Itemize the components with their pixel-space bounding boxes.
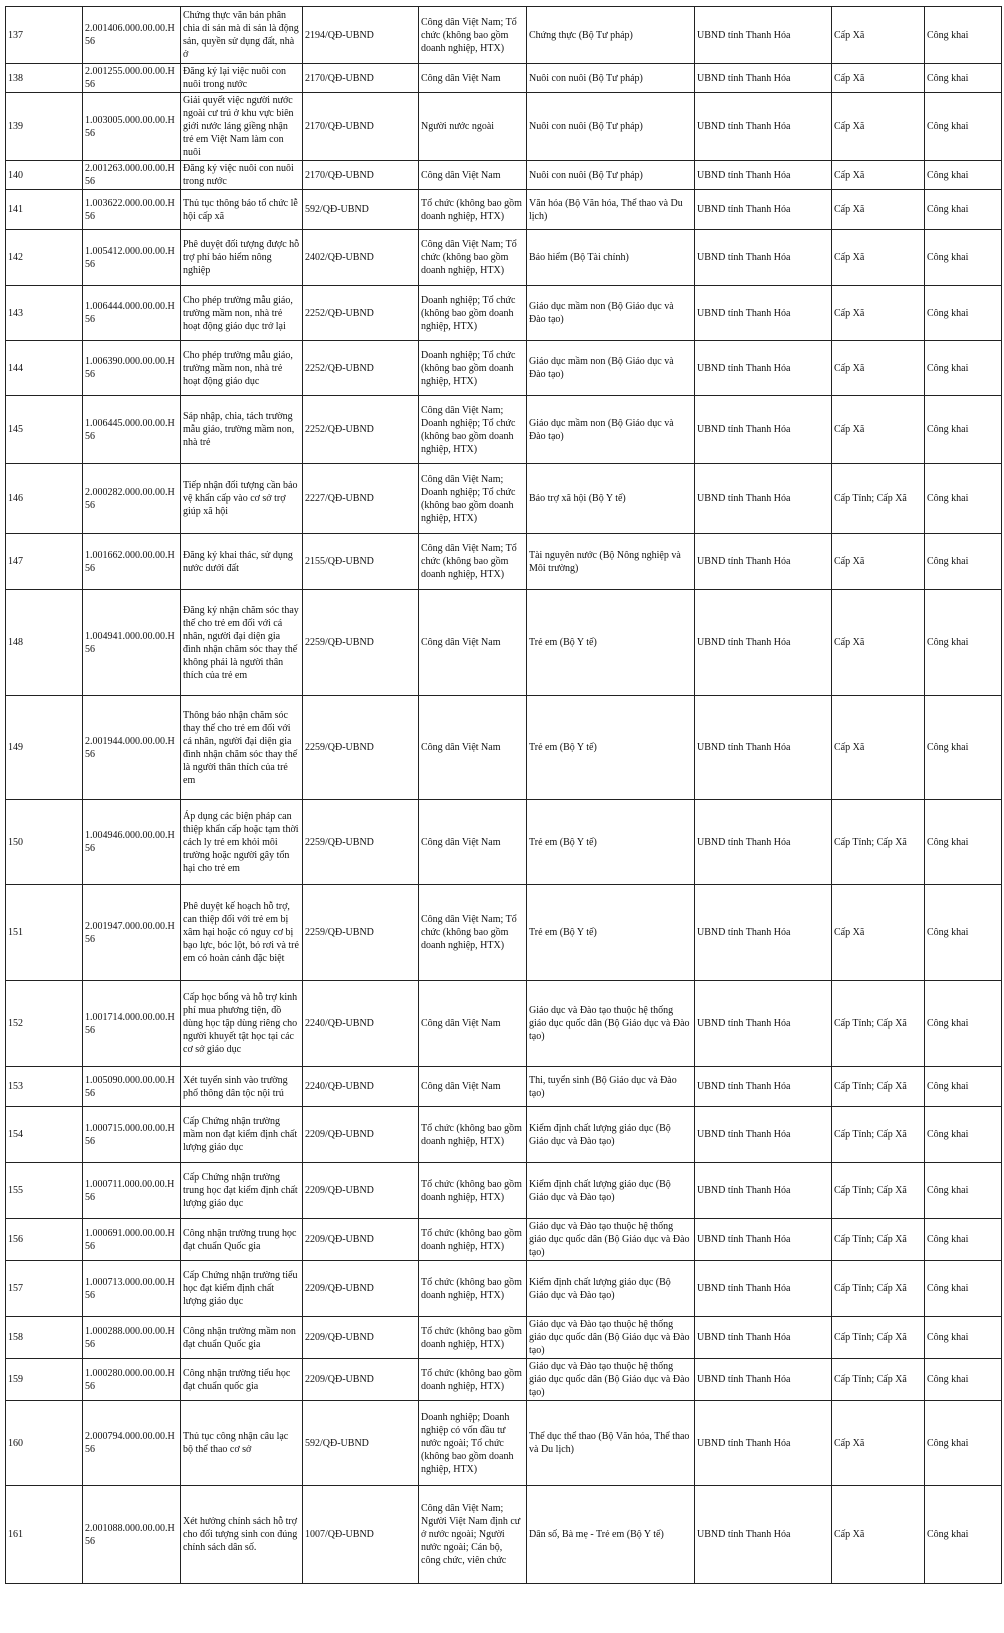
cell-procedure-name: Thủ tục thông báo tổ chức lễ hội cấp xã [181, 190, 303, 230]
cell-field: Nuôi con nuôi (Bộ Tư pháp) [527, 161, 695, 190]
cell-level: Cấp Tỉnh; Cấp Xã [832, 1359, 925, 1401]
cell-decision-number: 2259/QĐ-UBND [303, 696, 419, 800]
cell-agency: UBND tỉnh Thanh Hóa [695, 1107, 832, 1163]
cell-procedure-name: Đăng ký nhận chăm sóc thay thế cho trẻ em đối với cá nhân, người đại diện gia đình nhận chăm sóc thay thế không phải là người thân thích của trẻ em [181, 590, 303, 696]
cell-subject: Công dân Việt Nam [419, 161, 527, 190]
table-row [6, 230, 1002, 286]
cell-decision-number: 2252/QĐ-UBND [303, 341, 419, 396]
cell-subject: Công dân Việt Nam; Người Việt Nam định cư ở nước ngoài; Người nước ngoài; Cán bộ, công chức, viên chức [419, 1486, 527, 1584]
cell-procedure-name: Xét hưởng chính sách hỗ trợ cho đối tượng sinh con đúng chính sách dân số. [181, 1486, 303, 1584]
cell-decision-number: 2170/QĐ-UBND [303, 64, 419, 93]
cell-field: Kiểm định chất lượng giáo dục (Bộ Giáo dục và Đào tạo) [527, 1261, 695, 1317]
table-row [6, 885, 1002, 981]
cell-level: Cấp Xã [832, 190, 925, 230]
cell-field: Thi, tuyển sinh (Bộ Giáo dục và Đào tạo) [527, 1067, 695, 1107]
table-row [6, 396, 1002, 464]
cell-procedure-code: 2.000794.000.00.00.H56 [83, 1401, 181, 1486]
table-row [6, 7, 1002, 64]
cell-procedure-name: Cấp Chứng nhận trường mầm non đạt kiểm định chất lượng giáo dục [181, 1107, 303, 1163]
cell-procedure-code: 1.000711.000.00.00.H56 [83, 1163, 181, 1219]
cell-agency: UBND tỉnh Thanh Hóa [695, 190, 832, 230]
cell-status: Công khai [925, 1317, 1002, 1359]
cell-field: Giáo dục mầm non (Bộ Giáo dục và Đào tạo) [527, 341, 695, 396]
cell-procedure-code: 2.001406.000.00.00.H56 [83, 7, 181, 64]
cell-subject: Công dân Việt Nam; Tổ chức (không bao gồm doanh nghiệp, HTX) [419, 230, 527, 286]
cell-status: Công khai [925, 230, 1002, 286]
table-row [6, 1261, 1002, 1317]
cell-status: Công khai [925, 190, 1002, 230]
cell-field: Tài nguyên nước (Bộ Nông nghiệp và Môi trường) [527, 534, 695, 590]
cell-decision-number: 2402/QĐ-UBND [303, 230, 419, 286]
cell-procedure-name: Đăng ký lại việc nuôi con nuôi trong nước [181, 64, 303, 93]
cell-procedure-code: 1.006390.000.00.00.H56 [83, 341, 181, 396]
cell-agency: UBND tỉnh Thanh Hóa [695, 534, 832, 590]
cell-stt: 149 [6, 696, 83, 800]
cell-procedure-code: 2.001088.000.00.00.H56 [83, 1486, 181, 1584]
cell-procedure-name: Phê duyệt đối tượng được hỗ trợ phí bảo hiểm nông nghiệp [181, 230, 303, 286]
cell-agency: UBND tỉnh Thanh Hóa [695, 1261, 832, 1317]
cell-procedure-name: Thông báo nhận chăm sóc thay thế cho trẻ em đối với cá nhân, người đại diện gia đình nhận chăm sóc thay thế là người thân thích của trẻ em [181, 696, 303, 800]
cell-agency: UBND tỉnh Thanh Hóa [695, 696, 832, 800]
table-row [6, 93, 1002, 161]
cell-agency: UBND tỉnh Thanh Hóa [695, 1359, 832, 1401]
table-row [6, 590, 1002, 696]
cell-stt: 160 [6, 1401, 83, 1486]
cell-stt: 139 [6, 93, 83, 161]
cell-decision-number: 2209/QĐ-UBND [303, 1261, 419, 1317]
cell-field: Thể dục thể thao (Bộ Văn hóa, Thể thao và Du lịch) [527, 1401, 695, 1486]
cell-level: Cấp Xã [832, 885, 925, 981]
cell-status: Công khai [925, 1401, 1002, 1486]
cell-procedure-name: Giải quyết việc người nước ngoài cư trú ở khu vực biên giới nước láng giềng nhận trẻ em Việt Nam làm con nuôi [181, 93, 303, 161]
cell-procedure-code: 1.001714.000.00.00.H56 [83, 981, 181, 1067]
cell-agency: UBND tỉnh Thanh Hóa [695, 981, 832, 1067]
cell-subject: Người nước ngoài [419, 93, 527, 161]
cell-procedure-code: 1.000288.000.00.00.H56 [83, 1317, 181, 1359]
cell-decision-number: 2227/QĐ-UBND [303, 464, 419, 534]
cell-status: Công khai [925, 981, 1002, 1067]
cell-agency: UBND tỉnh Thanh Hóa [695, 161, 832, 190]
table-row [6, 341, 1002, 396]
cell-procedure-code: 1.000280.000.00.00.H56 [83, 1359, 181, 1401]
cell-subject: Công dân Việt Nam; Tổ chức (không bao gồm doanh nghiệp, HTX) [419, 885, 527, 981]
cell-procedure-code: 2.000282.000.00.00.H56 [83, 464, 181, 534]
cell-subject: Doanh nghiệp; Tổ chức (không bao gồm doanh nghiệp, HTX) [419, 286, 527, 341]
cell-stt: 157 [6, 1261, 83, 1317]
cell-procedure-name: Áp dụng các biện pháp can thiệp khẩn cấp hoặc tạm thời cách ly trẻ em khỏi môi trường hoặc người gây tổn hại cho trẻ em [181, 800, 303, 885]
cell-procedure-code: 2.001944.000.00.00.H56 [83, 696, 181, 800]
cell-subject: Công dân Việt Nam; Doanh nghiệp; Tổ chức (không bao gồm doanh nghiệp, HTX) [419, 396, 527, 464]
cell-procedure-name: Đăng ký việc nuôi con nuôi trong nước [181, 161, 303, 190]
cell-field: Trẻ em (Bộ Y tế) [527, 696, 695, 800]
cell-procedure-name: Cấp học bổng và hỗ trợ kinh phí mua phương tiện, đồ dùng học tập dùng riêng cho người khuyết tật học tại các cơ sở giáo dục [181, 981, 303, 1067]
cell-field: Chứng thực (Bộ Tư pháp) [527, 7, 695, 64]
cell-stt: 156 [6, 1219, 83, 1261]
cell-agency: UBND tỉnh Thanh Hóa [695, 800, 832, 885]
table-row [6, 981, 1002, 1067]
cell-decision-number: 2240/QĐ-UBND [303, 1067, 419, 1107]
cell-level: Cấp Tỉnh; Cấp Xã [832, 1163, 925, 1219]
cell-stt: 145 [6, 396, 83, 464]
cell-procedure-code: 1.000691.000.00.00.H56 [83, 1219, 181, 1261]
cell-agency: UBND tỉnh Thanh Hóa [695, 590, 832, 696]
cell-level: Cấp Xã [832, 590, 925, 696]
cell-subject: Công dân Việt Nam [419, 1067, 527, 1107]
cell-agency: UBND tỉnh Thanh Hóa [695, 1486, 832, 1584]
cell-decision-number: 2259/QĐ-UBND [303, 590, 419, 696]
table-row [6, 190, 1002, 230]
cell-procedure-name: Sáp nhập, chia, tách trường mẫu giáo, trường mầm non, nhà trẻ [181, 396, 303, 464]
cell-stt: 140 [6, 161, 83, 190]
cell-subject: Công dân Việt Nam [419, 696, 527, 800]
cell-field: Trẻ em (Bộ Y tế) [527, 885, 695, 981]
cell-subject: Tổ chức (không bao gồm doanh nghiệp, HTX) [419, 1359, 527, 1401]
cell-stt: 143 [6, 286, 83, 341]
cell-status: Công khai [925, 64, 1002, 93]
cell-procedure-code: 1.006445.000.00.00.H56 [83, 396, 181, 464]
table-row [6, 1401, 1002, 1486]
table-row [6, 1067, 1002, 1107]
cell-status: Công khai [925, 161, 1002, 190]
cell-stt: 161 [6, 1486, 83, 1584]
table-row [6, 464, 1002, 534]
cell-decision-number: 2252/QĐ-UBND [303, 396, 419, 464]
cell-procedure-code: 1.006444.000.00.00.H56 [83, 286, 181, 341]
cell-status: Công khai [925, 1359, 1002, 1401]
cell-procedure-name: Thủ tục công nhận câu lạc bộ thể thao cơ sở [181, 1401, 303, 1486]
cell-procedure-code: 1.004941.000.00.00.H56 [83, 590, 181, 696]
table-row [6, 1486, 1002, 1584]
table-row [6, 534, 1002, 590]
cell-decision-number: 2155/QĐ-UBND [303, 534, 419, 590]
cell-stt: 153 [6, 1067, 83, 1107]
cell-status: Công khai [925, 534, 1002, 590]
cell-field: Giáo dục và Đào tạo thuộc hệ thống giáo dục quốc dân (Bộ Giáo dục và Đào tạo) [527, 1219, 695, 1261]
cell-field: Giáo dục và Đào tạo thuộc hệ thống giáo dục quốc dân (Bộ Giáo dục và Đào tạo) [527, 1317, 695, 1359]
cell-field: Giáo dục mầm non (Bộ Giáo dục và Đào tạo) [527, 396, 695, 464]
cell-status: Công khai [925, 464, 1002, 534]
cell-status: Công khai [925, 800, 1002, 885]
cell-level: Cấp Tỉnh; Cấp Xã [832, 1317, 925, 1359]
cell-agency: UBND tỉnh Thanh Hóa [695, 341, 832, 396]
cell-agency: UBND tỉnh Thanh Hóa [695, 464, 832, 534]
cell-field: Giáo dục mầm non (Bộ Giáo dục và Đào tạo) [527, 286, 695, 341]
cell-level: Cấp Xã [832, 230, 925, 286]
table-row [6, 64, 1002, 93]
cell-subject: Công dân Việt Nam; Tổ chức (không bao gồm doanh nghiệp, HTX) [419, 7, 527, 64]
cell-decision-number: 592/QĐ-UBND [303, 1401, 419, 1486]
table-row [6, 1317, 1002, 1359]
cell-agency: UBND tỉnh Thanh Hóa [695, 1317, 832, 1359]
cell-field: Kiểm định chất lượng giáo dục (Bộ Giáo dục và Đào tạo) [527, 1107, 695, 1163]
cell-level: Cấp Xã [832, 534, 925, 590]
cell-field: Bảo hiểm (Bộ Tài chính) [527, 230, 695, 286]
cell-subject: Công dân Việt Nam [419, 800, 527, 885]
cell-field: Giáo dục và Đào tạo thuộc hệ thống giáo dục quốc dân (Bộ Giáo dục và Đào tạo) [527, 1359, 695, 1401]
cell-procedure-name: Cấp Chứng nhận trường tiểu học đạt kiểm định chất lượng giáo dục [181, 1261, 303, 1317]
cell-level: Cấp Tỉnh; Cấp Xã [832, 464, 925, 534]
cell-field: Văn hóa (Bộ Văn hóa, Thể thao và Du lịch) [527, 190, 695, 230]
cell-decision-number: 2209/QĐ-UBND [303, 1359, 419, 1401]
cell-procedure-code: 1.000713.000.00.00.H56 [83, 1261, 181, 1317]
cell-level: Cấp Xã [832, 93, 925, 161]
cell-subject: Tổ chức (không bao gồm doanh nghiệp, HTX) [419, 1107, 527, 1163]
cell-stt: 159 [6, 1359, 83, 1401]
cell-agency: UBND tỉnh Thanh Hóa [695, 230, 832, 286]
cell-subject: Công dân Việt Nam [419, 590, 527, 696]
cell-procedure-code: 1.001662.000.00.00.H56 [83, 534, 181, 590]
table-row [6, 696, 1002, 800]
cell-field: Dân số, Bà mẹ - Trẻ em (Bộ Y tế) [527, 1486, 695, 1584]
cell-status: Công khai [925, 1163, 1002, 1219]
cell-stt: 144 [6, 341, 83, 396]
cell-stt: 152 [6, 981, 83, 1067]
cell-agency: UBND tỉnh Thanh Hóa [695, 7, 832, 64]
cell-status: Công khai [925, 696, 1002, 800]
cell-subject: Công dân Việt Nam [419, 64, 527, 93]
cell-field: Kiểm định chất lượng giáo dục (Bộ Giáo dục và Đào tạo) [527, 1163, 695, 1219]
cell-stt: 146 [6, 464, 83, 534]
cell-status: Công khai [925, 1107, 1002, 1163]
cell-agency: UBND tỉnh Thanh Hóa [695, 885, 832, 981]
cell-procedure-code: 1.003622.000.00.00.H56 [83, 190, 181, 230]
cell-agency: UBND tỉnh Thanh Hóa [695, 1219, 832, 1261]
cell-procedure-code: 1.005090.000.00.00.H56 [83, 1067, 181, 1107]
table-row [6, 1163, 1002, 1219]
cell-level: Cấp Xã [832, 341, 925, 396]
cell-status: Công khai [925, 1261, 1002, 1317]
cell-procedure-name: Đăng ký khai thác, sử dụng nước dưới đất [181, 534, 303, 590]
cell-procedure-name: Công nhận trường trung học đạt chuẩn Quốc gia [181, 1219, 303, 1261]
table-row [6, 800, 1002, 885]
cell-status: Công khai [925, 286, 1002, 341]
cell-level: Cấp Xã [832, 396, 925, 464]
cell-level: Cấp Xã [832, 286, 925, 341]
cell-level: Cấp Tỉnh; Cấp Xã [832, 800, 925, 885]
cell-field: Bảo trợ xã hội (Bộ Y tế) [527, 464, 695, 534]
procedures-table [5, 6, 1002, 1584]
cell-procedure-name: Tiếp nhận đối tượng cần bảo vệ khẩn cấp vào cơ sở trợ giúp xã hội [181, 464, 303, 534]
cell-procedure-name: Xét tuyển sinh vào trường phổ thông dân tộc nội trú [181, 1067, 303, 1107]
procedures-table-body [6, 7, 1002, 1584]
cell-level: Cấp Tỉnh; Cấp Xã [832, 1219, 925, 1261]
cell-level: Cấp Tỉnh; Cấp Xã [832, 1067, 925, 1107]
cell-stt: 154 [6, 1107, 83, 1163]
cell-field: Nuôi con nuôi (Bộ Tư pháp) [527, 93, 695, 161]
cell-agency: UBND tỉnh Thanh Hóa [695, 64, 832, 93]
table-row [6, 161, 1002, 190]
cell-subject: Doanh nghiệp; Tổ chức (không bao gồm doanh nghiệp, HTX) [419, 341, 527, 396]
cell-status: Công khai [925, 93, 1002, 161]
cell-agency: UBND tỉnh Thanh Hóa [695, 286, 832, 341]
cell-procedure-code: 2.001255.000.00.00.H56 [83, 64, 181, 93]
cell-subject: Công dân Việt Nam; Doanh nghiệp; Tổ chức (không bao gồm doanh nghiệp, HTX) [419, 464, 527, 534]
cell-subject: Doanh nghiệp; Doanh nghiệp có vốn đầu tư nước ngoài; Tổ chức (không bao gồm doanh nghiệp, HTX) [419, 1401, 527, 1486]
cell-procedure-code: 1.005412.000.00.00.H56 [83, 230, 181, 286]
cell-agency: UBND tỉnh Thanh Hóa [695, 1067, 832, 1107]
cell-subject: Công dân Việt Nam [419, 981, 527, 1067]
cell-status: Công khai [925, 7, 1002, 64]
cell-status: Công khai [925, 590, 1002, 696]
cell-subject: Tổ chức (không bao gồm doanh nghiệp, HTX) [419, 190, 527, 230]
cell-stt: 138 [6, 64, 83, 93]
cell-procedure-name: Chứng thực văn bản phân chia di sản mà di sản là động sản, quyền sử dụng đất, nhà ở [181, 7, 303, 64]
table-row [6, 1359, 1002, 1401]
cell-subject: Tổ chức (không bao gồm doanh nghiệp, HTX) [419, 1163, 527, 1219]
cell-procedure-name: Công nhận trường mầm non đạt chuẩn Quốc gia [181, 1317, 303, 1359]
cell-status: Công khai [925, 1067, 1002, 1107]
cell-agency: UBND tỉnh Thanh Hóa [695, 1163, 832, 1219]
cell-field: Trẻ em (Bộ Y tế) [527, 590, 695, 696]
cell-status: Công khai [925, 396, 1002, 464]
cell-stt: 150 [6, 800, 83, 885]
cell-decision-number: 592/QĐ-UBND [303, 190, 419, 230]
cell-field: Trẻ em (Bộ Y tế) [527, 800, 695, 885]
cell-decision-number: 2194/QĐ-UBND [303, 7, 419, 64]
cell-decision-number: 2209/QĐ-UBND [303, 1163, 419, 1219]
table-row [6, 286, 1002, 341]
cell-procedure-name: Phê duyệt kế hoạch hỗ trợ, can thiệp đối với trẻ em bị xâm hại hoặc có nguy cơ bị bạo lực, bóc lột, bỏ rơi và trẻ em có hoàn cảnh đặc biệt [181, 885, 303, 981]
cell-stt: 148 [6, 590, 83, 696]
cell-level: Cấp Tỉnh; Cấp Xã [832, 1261, 925, 1317]
table-row [6, 1219, 1002, 1261]
cell-status: Công khai [925, 1486, 1002, 1584]
cell-level: Cấp Xã [832, 1486, 925, 1584]
cell-level: Cấp Xã [832, 161, 925, 190]
cell-stt: 147 [6, 534, 83, 590]
cell-subject: Tổ chức (không bao gồm doanh nghiệp, HTX) [419, 1261, 527, 1317]
cell-procedure-name: Công nhận trường tiểu học đạt chuẩn quốc gia [181, 1359, 303, 1401]
cell-stt: 141 [6, 190, 83, 230]
cell-procedure-code: 1.003005.000.00.00.H56 [83, 93, 181, 161]
cell-decision-number: 2209/QĐ-UBND [303, 1219, 419, 1261]
cell-stt: 142 [6, 230, 83, 286]
cell-stt: 155 [6, 1163, 83, 1219]
cell-stt: 151 [6, 885, 83, 981]
cell-status: Công khai [925, 885, 1002, 981]
cell-decision-number: 2170/QĐ-UBND [303, 93, 419, 161]
cell-agency: UBND tỉnh Thanh Hóa [695, 396, 832, 464]
cell-decision-number: 1007/QĐ-UBND [303, 1486, 419, 1584]
cell-decision-number: 2240/QĐ-UBND [303, 981, 419, 1067]
cell-procedure-code: 1.004946.000.00.00.H56 [83, 800, 181, 885]
cell-field: Giáo dục và Đào tạo thuộc hệ thống giáo dục quốc dân (Bộ Giáo dục và Đào tạo) [527, 981, 695, 1067]
cell-level: Cấp Tỉnh; Cấp Xã [832, 981, 925, 1067]
cell-procedure-name: Cho phép trường mẫu giáo, trường mầm non, nhà trẻ hoạt động giáo dục [181, 341, 303, 396]
cell-procedure-code: 1.000715.000.00.00.H56 [83, 1107, 181, 1163]
cell-decision-number: 2209/QĐ-UBND [303, 1107, 419, 1163]
cell-level: Cấp Xã [832, 64, 925, 93]
cell-agency: UBND tỉnh Thanh Hóa [695, 93, 832, 161]
cell-procedure-code: 2.001263.000.00.00.H56 [83, 161, 181, 190]
cell-decision-number: 2209/QĐ-UBND [303, 1317, 419, 1359]
cell-level: Cấp Xã [832, 1401, 925, 1486]
cell-level: Cấp Xã [832, 696, 925, 800]
cell-decision-number: 2252/QĐ-UBND [303, 286, 419, 341]
cell-procedure-code: 2.001947.000.00.00.H56 [83, 885, 181, 981]
cell-decision-number: 2170/QĐ-UBND [303, 161, 419, 190]
cell-decision-number: 2259/QĐ-UBND [303, 885, 419, 981]
cell-status: Công khai [925, 341, 1002, 396]
cell-subject: Tổ chức (không bao gồm doanh nghiệp, HTX) [419, 1317, 527, 1359]
cell-procedure-name: Cấp Chứng nhận trường trung học đạt kiểm định chất lượng giáo dục [181, 1163, 303, 1219]
table-row [6, 1107, 1002, 1163]
cell-decision-number: 2259/QĐ-UBND [303, 800, 419, 885]
cell-subject: Tổ chức (không bao gồm doanh nghiệp, HTX) [419, 1219, 527, 1261]
cell-level: Cấp Tỉnh; Cấp Xã [832, 1107, 925, 1163]
cell-stt: 158 [6, 1317, 83, 1359]
cell-status: Công khai [925, 1219, 1002, 1261]
cell-level: Cấp Xã [832, 7, 925, 64]
cell-stt: 137 [6, 7, 83, 64]
cell-subject: Công dân Việt Nam; Tổ chức (không bao gồm doanh nghiệp, HTX) [419, 534, 527, 590]
cell-procedure-name: Cho phép trường mẫu giáo, trường mầm non, nhà trẻ hoạt động giáo dục trở lại [181, 286, 303, 341]
cell-field: Nuôi con nuôi (Bộ Tư pháp) [527, 64, 695, 93]
cell-agency: UBND tỉnh Thanh Hóa [695, 1401, 832, 1486]
